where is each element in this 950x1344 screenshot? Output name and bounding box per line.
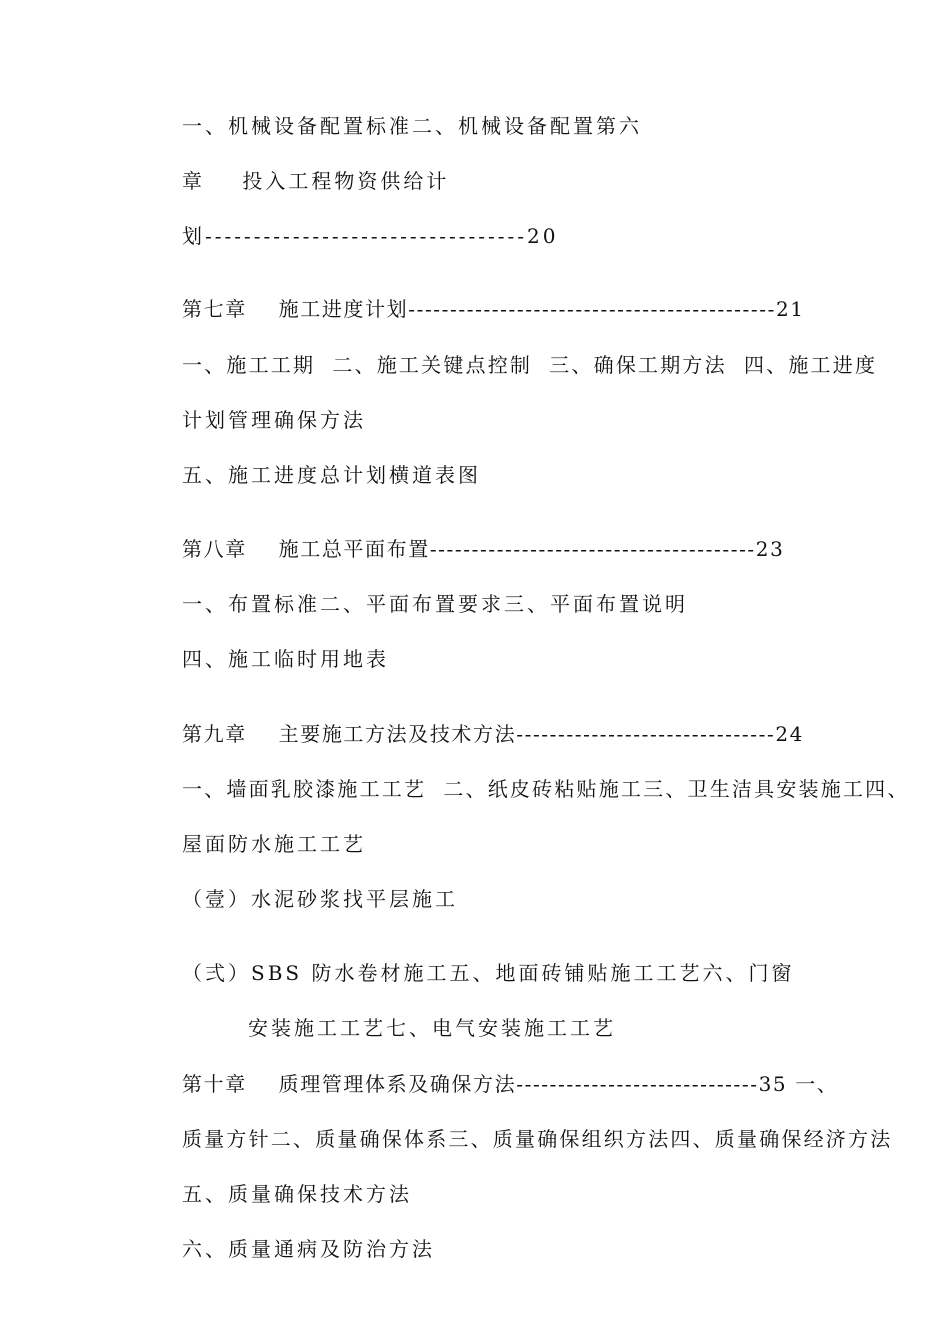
toc-chapter-8: 第八章 施工总平面布置---------------------------------------23	[182, 537, 785, 561]
toc-line-6: 计划管理确保方法	[182, 408, 366, 432]
toc-chapter-9: 第九章 主要施工方法及技术方法-------------------------------24	[182, 722, 804, 746]
toc-line-1: 一、机械设备配置标准二、机械设备配置第六	[182, 114, 642, 138]
toc-line-18: 质量方针二、质量确保体系三、质量确保组织方法四、质量确保经济方法	[182, 1127, 893, 1151]
toc-chapter-10: 第十章 质理管理体系及确保方法-----------------------------35 一、	[182, 1072, 839, 1096]
toc-line-12: 一、墙面乳胶漆施工工艺 二、纸皮砖粘贴施工三、卫生洁具安装施工四、	[182, 777, 910, 801]
toc-line-9: 一、布置标准二、平面布置要求三、平面布置说明	[182, 592, 688, 616]
toc-line-14: （壹）水泥砂浆找平层施工	[182, 887, 458, 911]
toc-line-5: 一、施工工期 二、施工关键点控制 三、确保工期方法 四、施工进度	[182, 353, 878, 377]
toc-chapter-7: 第七章 施工进度计划--------------------------------------------21	[182, 297, 805, 321]
toc-line-2: 章 投入工程物资供给计	[182, 169, 450, 193]
toc-line-3: 划---------------------------------20	[182, 224, 559, 248]
toc-line-19: 五、质量确保技术方法	[182, 1182, 412, 1206]
toc-line-10: 四、施工临时用地表	[182, 647, 389, 671]
toc-line-13: 屋面防水施工工艺	[182, 832, 366, 856]
toc-line-15: （弍）SBS 防水卷材施工五、地面砖铺贴施工工艺六、门窗	[182, 961, 795, 985]
toc-line-16: 安装施工工艺七、电气安装施工工艺	[248, 1016, 616, 1040]
toc-line-7: 五、施工进度总计划横道表图	[182, 463, 481, 487]
toc-line-20: 六、质量通病及防治方法	[182, 1237, 435, 1261]
